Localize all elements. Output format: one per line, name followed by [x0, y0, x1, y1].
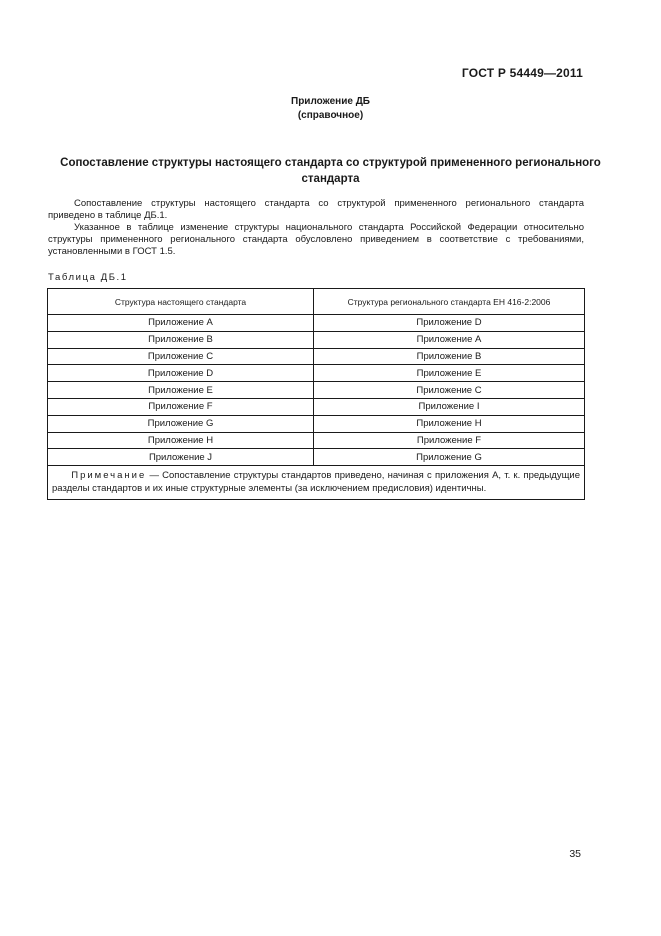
comparison-table-wrapper	[47, 288, 585, 500]
cell-regional: Приложение D	[314, 315, 585, 332]
cell-national: Приложение F	[48, 398, 314, 415]
cell-national: Приложение В	[48, 331, 314, 348]
table-caption: Таблица ДБ.1	[48, 272, 128, 283]
paragraph-1: Сопоставление структуры настоящего стандарта со структурой примененного регионального стандарта приведено в таблице ДБ.1.	[48, 198, 584, 221]
appendix-header	[0, 95, 661, 123]
table-row	[48, 315, 585, 332]
paragraph-2: Указанное в таблице изменение структуры национального стандарта Российской Федерации относительно структуры примененного регионального стандарта обусловлено приведением в соответствие с требованиями, установленными в ГОСТ 1.5.	[48, 222, 584, 257]
table-header-row	[48, 289, 585, 315]
cell-regional: Приложение F	[314, 432, 585, 449]
cell-national: Приложение Н	[48, 432, 314, 449]
cell-regional: Приложение А	[314, 331, 585, 348]
cell-regional: Приложение Е	[314, 365, 585, 382]
cell-regional: Приложение G	[314, 449, 585, 466]
table-row	[48, 365, 585, 382]
cell-regional: Приложение В	[314, 348, 585, 365]
table-row	[48, 432, 585, 449]
document-id: ГОСТ Р 54449—2011	[461, 66, 583, 80]
table-row	[48, 449, 585, 466]
page-number: 35	[569, 848, 581, 860]
table-row	[48, 348, 585, 365]
cell-national: Приложение С	[48, 348, 314, 365]
table-row	[48, 382, 585, 399]
cell-national: Приложение А	[48, 315, 314, 332]
table-row	[48, 331, 585, 348]
table-note-row	[48, 466, 585, 500]
cell-national: Приложение Е	[48, 382, 314, 399]
column-header-national: Структура настоящего стандарта	[48, 289, 314, 315]
table-row	[48, 398, 585, 415]
cell-national: Приложение J	[48, 449, 314, 466]
cell-national: Приложение D	[48, 365, 314, 382]
appendix-title: Приложение ДБ	[291, 96, 370, 107]
note-text: — Сопоставление структуры стандартов приведено, начиная с приложения А, т. к. предыдущие разделы стандартов и их иные структурные элементы (за исключением предисловия) идентичны.	[52, 470, 580, 495]
table-note	[48, 466, 585, 500]
cell-regional: Приложение С	[314, 382, 585, 399]
column-header-regional: Структура регионального стандарта ЕН 416-2:2006	[314, 289, 585, 315]
note-label: Примечание	[71, 470, 147, 482]
cell-regional: Приложение I	[314, 398, 585, 415]
section-heading: Сопоставление структуры настоящего стандарта со структурой примененного регионального стандарта	[60, 157, 601, 185]
cell-national: Приложение G	[48, 415, 314, 432]
cell-regional: Приложение Н	[314, 415, 585, 432]
appendix-subtitle: (справочное)	[297, 110, 364, 121]
comparison-table	[47, 288, 585, 500]
table-row	[48, 415, 585, 432]
